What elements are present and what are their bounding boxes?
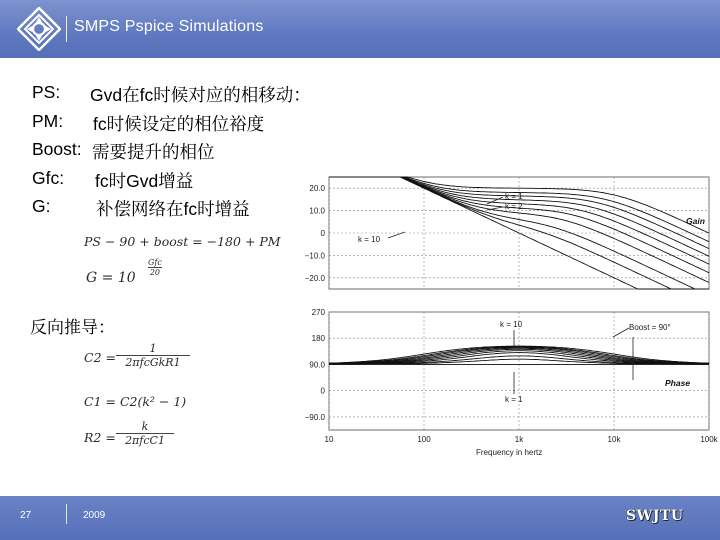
gain-y-tick-label: −10.0 <box>304 251 325 261</box>
definition-value: 补偿网络在fc时增益 <box>96 199 250 220</box>
definition-key: PS: <box>32 82 61 102</box>
definition-key: Boost: <box>32 139 82 160</box>
gain-exponent-numerator: Gfc <box>148 258 162 267</box>
slide-header <box>0 0 720 58</box>
slide-footer <box>0 496 720 540</box>
frequency-x-ticks <box>325 435 719 444</box>
definition-value: fc时候设定的相位裕度 <box>93 113 265 134</box>
gain-equation <box>86 258 162 286</box>
phase-annotation-k1: k = 1 <box>505 395 523 404</box>
definition-key: Gfc: <box>32 167 65 188</box>
footer-year: 2009 <box>83 510 106 521</box>
phase-panel-title: Phase <box>665 378 691 388</box>
c2-fraction <box>116 342 190 369</box>
r2-numerator: k <box>116 420 174 434</box>
c2-denominator: 2πfcGkR1 <box>125 356 181 369</box>
phase-y-tick-label: 270 <box>311 308 325 317</box>
gain-exponent <box>148 258 162 277</box>
phase-y-tick-label: 180 <box>311 334 325 344</box>
phase-y-ticks <box>305 308 326 422</box>
gain-y-tick-label: 10.0 <box>309 206 325 216</box>
footer-brand: SWJTU <box>626 508 684 524</box>
x-tick-label: 10k <box>607 435 621 444</box>
gain-annotation-k2: k = 2 <box>505 202 523 211</box>
gain-annotation-k10: k = 10 <box>358 235 381 244</box>
footer-divider <box>66 504 67 524</box>
definition-value: fc时Gvd增益 <box>95 170 194 191</box>
phase-equation: PS − 90 + boost = −180 + PM <box>84 234 281 249</box>
definition-value: Gvd在fc时候对应的相移动： <box>90 85 311 105</box>
c2-lhs: C2 = <box>84 350 116 365</box>
bode-plot <box>300 172 720 462</box>
phase-annotation-k10: k = 10 <box>500 320 523 329</box>
r2-lhs: R2 = <box>84 430 116 445</box>
phase-y-tick-label: 0 <box>320 386 325 396</box>
reverse-derivation-label: 反向推导： <box>30 318 115 338</box>
definition-key: G: <box>32 196 51 217</box>
x-axis-label: Frequency in hertz <box>476 448 543 457</box>
slide-title: SMPS Pspice Simulations <box>74 18 264 35</box>
gain-panel-title: Gain <box>686 216 705 226</box>
c2-formula <box>84 342 181 369</box>
gain-y-tick-label: 20.0 <box>309 184 325 194</box>
gain-annotation-k1: k = 1 <box>505 192 523 201</box>
x-tick-label: 10 <box>324 435 334 444</box>
phase-y-tick-label: 90.0 <box>309 360 325 370</box>
header-divider <box>66 16 67 42</box>
x-tick-label: 100k <box>700 435 718 444</box>
phase-y-tick-label: −90.0 <box>304 412 325 422</box>
definition-key: PM: <box>32 110 64 131</box>
x-tick-label: 1k <box>514 435 524 444</box>
university-logo-icon <box>17 7 61 51</box>
phase-annotation-boost: Boost = 90° <box>629 323 671 332</box>
r2-fraction <box>116 420 174 447</box>
page-number: 27 <box>20 510 32 521</box>
gain-equation-base: G = 10 <box>86 270 136 286</box>
c1-formula: C1 = C2(k² − 1) <box>84 394 187 409</box>
r2-formula <box>84 420 165 447</box>
gain-y-ticks <box>305 184 326 283</box>
definition-value: 需要提升的相位 <box>92 142 215 163</box>
c2-numerator: 1 <box>116 342 190 356</box>
x-tick-label: 100 <box>417 435 431 444</box>
gain-y-tick-label: −20.0 <box>304 273 325 283</box>
gain-exponent-denominator: 20 <box>149 268 161 277</box>
gain-y-tick-label: 0 <box>320 229 325 238</box>
r2-denominator: 2πfcC1 <box>125 434 165 447</box>
